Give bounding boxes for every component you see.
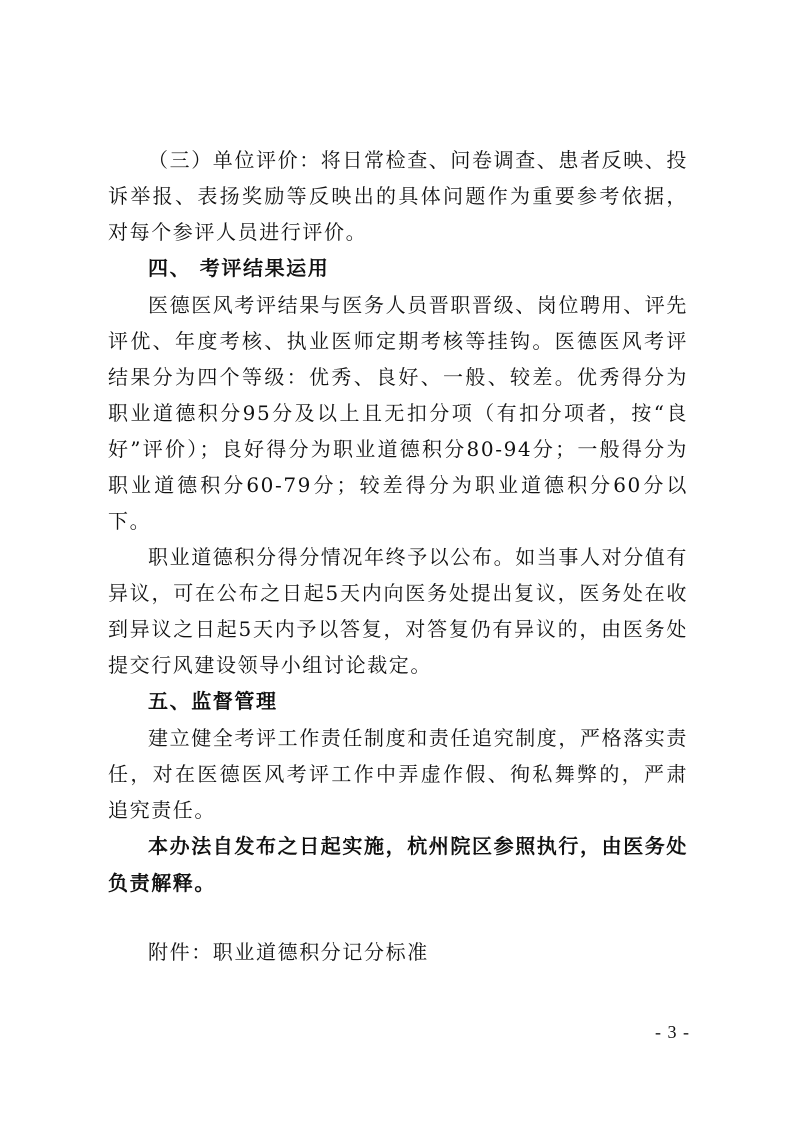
page-number: - 3 - bbox=[655, 1022, 690, 1042]
attachment-note: 附件：职业道德积分记分标准 bbox=[148, 940, 429, 964]
paragraph-closing-statement: 本办法自发布之日起实施，杭州院区参照执行，由医务处负责解释。 bbox=[108, 834, 688, 895]
paragraph-results-grading: 医德医风考评结果与医务人员晋职晋级、岗位聘用、评先评优、年度考核、执业医师定期考核等挂钩。医德医风考评结果分为四个等级：优秀、良好、一般、较差。优秀得分为职业道德积分95分及以上且无扣分项（有扣分项者，按“良好”评价）；良好得分为职业道德积分80-94分；一般得分为职业道德积分60-79分；较差得分为职业道德积分60分以下。 bbox=[108, 293, 688, 533]
paragraph-results-publication: 职业道德积分得分情况年终予以公布。如当事人对分值有异议，可在公布之日起5天内向医务处提出复议，医务处在收到异议之日起5天内予以答复，对答复仍有异议的，由医务处提交行风建设领导小组讨论裁定。 bbox=[108, 545, 688, 677]
section-heading-supervision: 五、监督管理 bbox=[148, 689, 278, 713]
paragraph-unit-evaluation: （三）单位评价：将日常检查、问卷调查、患者反映、投诉举报、表扬奖励等反映出的具体问题作为重要参考依据，对每个参评人员进行评价。 bbox=[108, 148, 688, 244]
paragraph-supervision: 建立健全考评工作责任制度和责任追究制度，严格落实责任，对在医德医风考评工作中弄虚作假、徇私舞弊的，严肃追究责任。 bbox=[108, 726, 688, 822]
document-body bbox=[108, 142, 688, 970]
section-heading-results-application: 四、 考评结果运用 bbox=[148, 256, 330, 280]
